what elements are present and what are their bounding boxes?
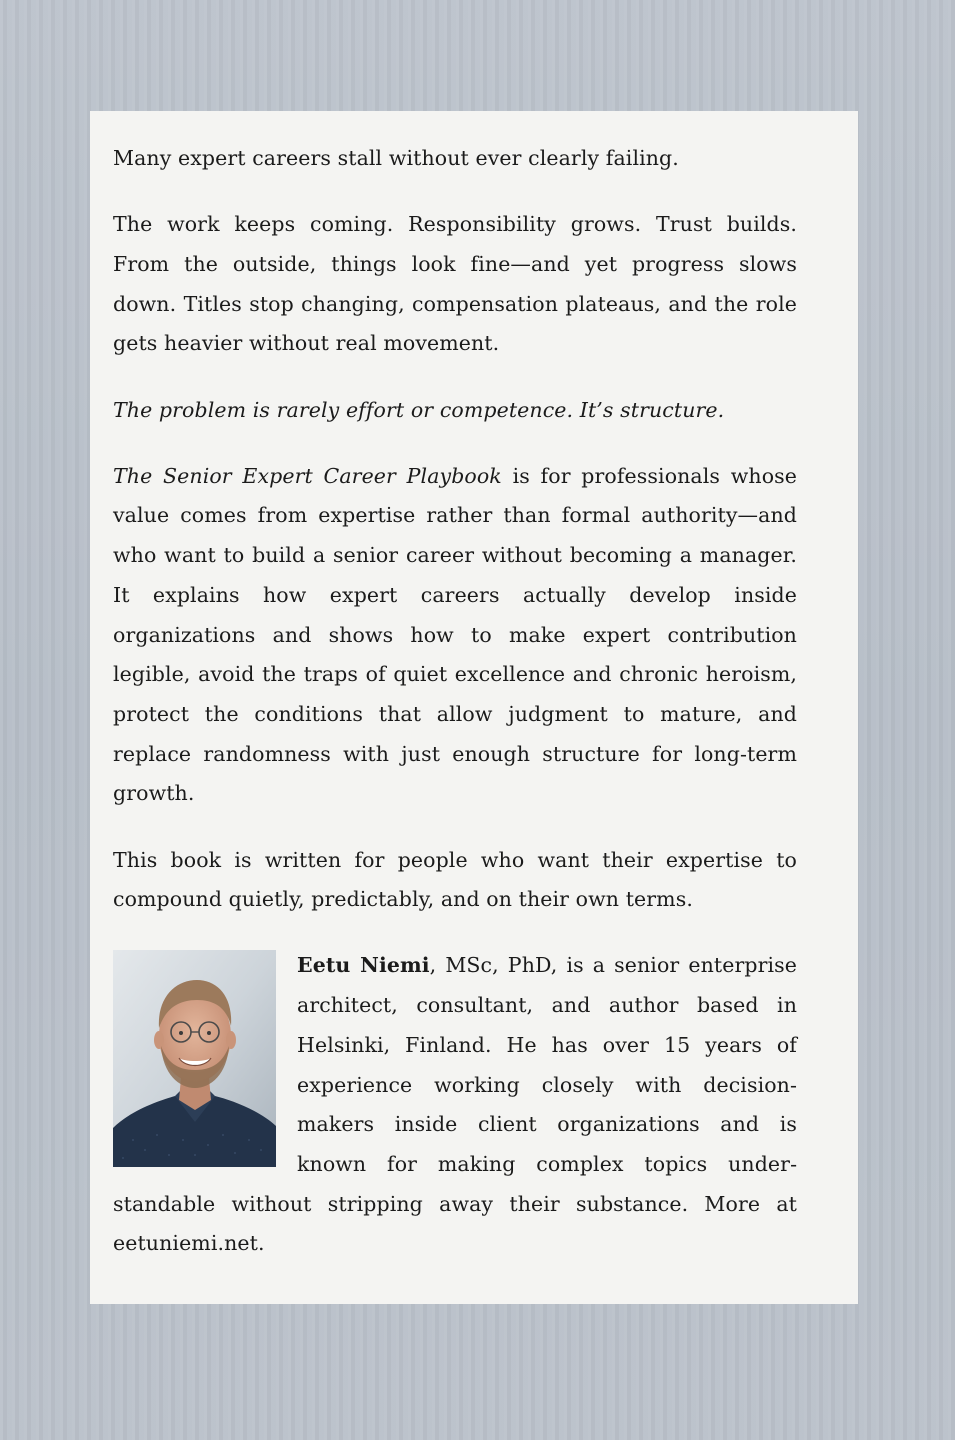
back-cover-text-panel — [90, 111, 858, 1304]
author-bio-text: , MSc, PhD, is a senior enterprise architect, consultant, and author based in Helsinki, Finland. He has over 15 years of experience working closely with decision-makers inside client organizations and is known for making complex topics understandable without stripping away their substance. More at eetuniemi.net. — [113, 953, 797, 1256]
book-summary-text: is for professionals whose value comes from expertise rather than formal authority—and who want to build a senior career without becoming a manager. It explains how expert careers actually develop inside organizations and shows how to make expert contribution legible, avoid the traps of quiet excellence and chronic heroism, protect the conditions that allow judgment to mature, and replace randomness with just enough structure for long-term growth. — [113, 463, 797, 806]
audience-paragraph: This book is written for people who want their expertise to compound quietly, predictably, and on their own terms. — [113, 847, 797, 912]
problem-statement-text: The problem is rarely effort or competence. It’s structure. — [113, 397, 725, 422]
author-name: Eetu Niemi — [297, 953, 430, 978]
author-portrait-illustration — [113, 950, 276, 1167]
problem-statement — [113, 391, 797, 431]
book-summary-paragraph — [113, 457, 797, 814]
author-photo — [113, 950, 276, 1167]
context-paragraph: The work keeps coming. Responsibility grows. Trust builds. From the outside, things look fine—and yet progress slows down. Titles stop changing, compensation plateaus, and the role gets heavier without real movement. — [113, 212, 797, 356]
book-title: The Senior Expert Career Playbook — [113, 463, 502, 488]
intro-line: Many expert careers stall without ever clearly failing. — [113, 146, 679, 170]
